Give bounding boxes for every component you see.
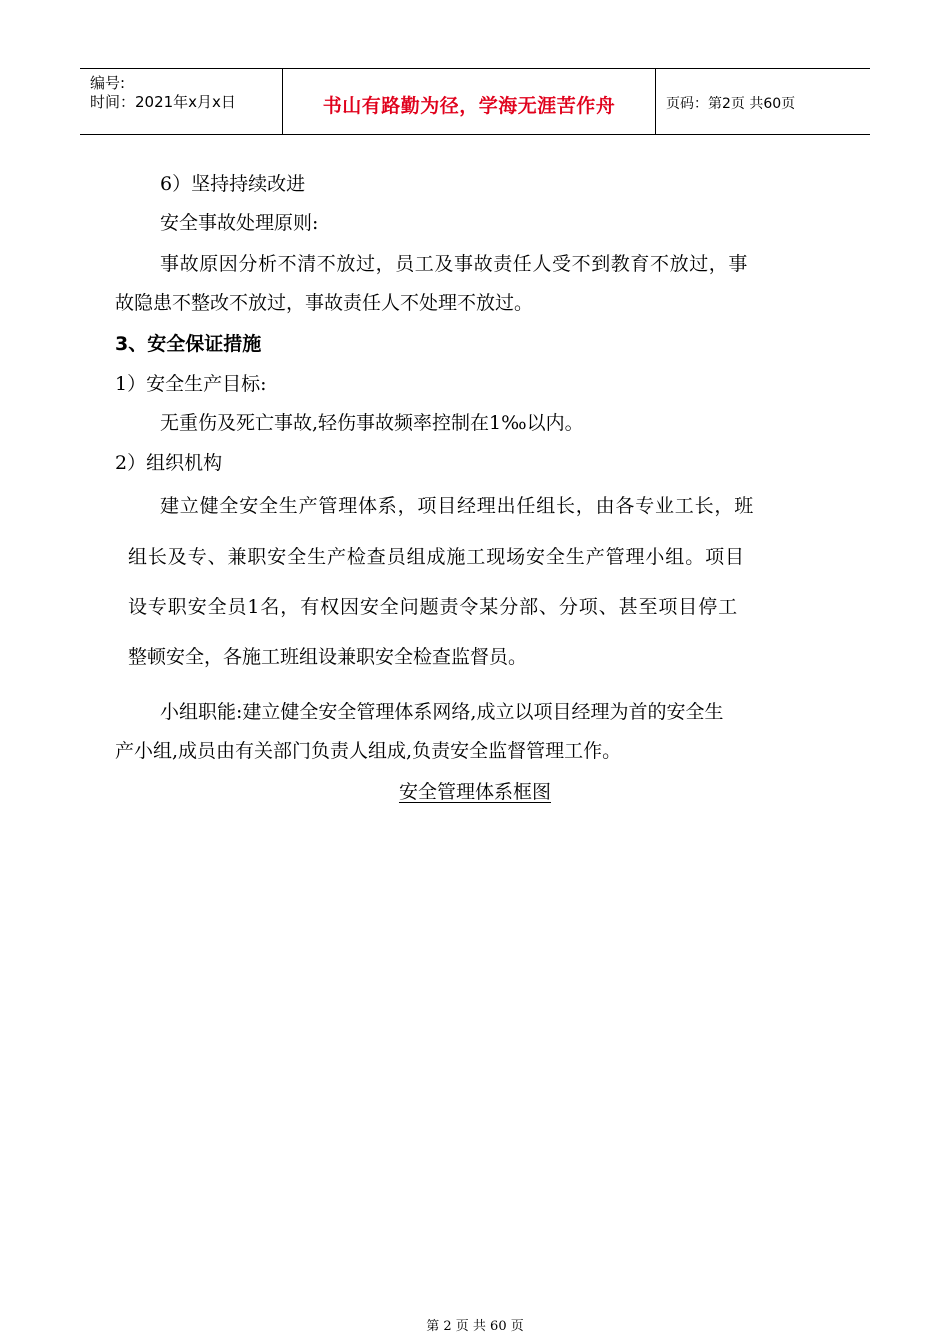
header-meta-cell: [80, 69, 283, 134]
paragraph-line: 设专职安全员1名，有权因安全问题责令某分部、分项、甚至项目停工: [128, 596, 738, 618]
header-page-cell: [656, 69, 870, 134]
paragraph-line: 安全事故处理原则:: [160, 212, 319, 234]
paragraph-line: 产小组,成员由有关部门负责人组成,负责安全监督管理工作。: [115, 740, 622, 762]
document-header: [80, 68, 870, 135]
paragraph-line: 组长及专、兼职安全生产检查员组成施工现场安全生产管理小组。项目: [128, 546, 745, 568]
paragraph-line: 2）组织机构: [115, 452, 223, 474]
page-footer: 第 2 页 共 60 页: [426, 1319, 524, 1334]
document-number-label: 编号:: [90, 74, 126, 92]
header-page-info: 页码：第2页 共60页: [666, 96, 796, 112]
paragraph-line: 事故原因分析不清不放过，员工及事故责任人受不到教育不放过，事: [160, 253, 749, 275]
figure-caption-text: 安全管理体系框图: [398, 781, 551, 803]
header-motto-cell: [283, 69, 656, 134]
paragraph-line: 小组职能:建立健全安全管理体系网络,成立以项目经理为首的安全生: [160, 701, 724, 723]
header-motto: 书山有路勤为径，学海无涯苦作舟: [322, 95, 616, 117]
paragraph-line: 6）坚持持续改进: [160, 173, 306, 195]
paragraph-line: 整顿安全，各施工班组设兼职安全检查监督员。: [128, 646, 528, 668]
section-heading: 3、安全保证措施: [115, 333, 262, 355]
figure-caption: [0, 780, 950, 804]
paragraph-line: 故隐患不整改不放过，事故责任人不处理不放过。: [115, 292, 534, 314]
paragraph-line: 无重伤及死亡事故,轻伤事故频率控制在1‰以内。: [160, 412, 584, 434]
paragraph-line: 1）安全生产目标:: [115, 373, 267, 395]
document-time-label: 时间：2021年x月x日: [90, 93, 236, 111]
paragraph-line: 建立健全安全生产管理体系，项目经理出任组长，由各专业工长，班: [160, 495, 755, 517]
